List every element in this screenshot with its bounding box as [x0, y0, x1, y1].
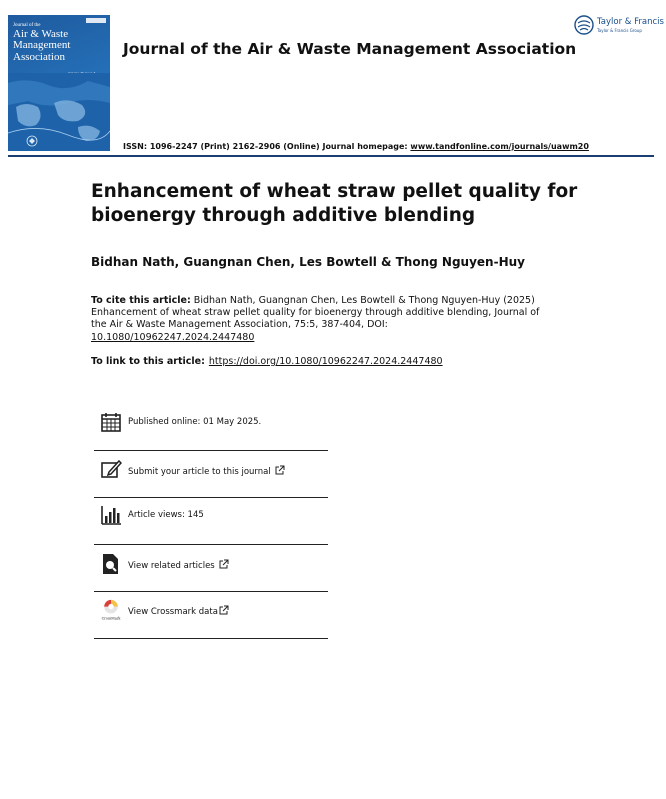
edit-icon — [100, 458, 122, 480]
submit-article-text: Submit your article to this journal — [128, 467, 271, 477]
article-views-item — [94, 499, 328, 545]
article-views-text: Article views: 145 — [128, 510, 204, 520]
journal-cover — [8, 15, 110, 151]
svg-text:CrossMark: CrossMark — [101, 616, 121, 621]
cover-title-line1: Air & Waste — [13, 28, 69, 41]
meta-divider — [94, 638, 328, 639]
cover-title-line3: Association — [13, 50, 65, 63]
article-authors: Bidhan Nath, Guangnan Chen, Les Bowtell & Thong Nguyen-Huy — [91, 255, 525, 269]
cover-title-line2: Management — [13, 39, 71, 52]
publisher-name: Taylor & Francis — [597, 17, 664, 27]
related-articles-text: View related articles — [128, 561, 215, 571]
submit-article-link[interactable] — [128, 465, 285, 477]
issn-text: ISSN: 1096-2247 (Print) 2162-2906 (Online) Journal homepage: — [123, 142, 411, 151]
external-link-icon — [219, 559, 229, 569]
publisher-logo[interactable] — [574, 15, 664, 37]
published-online-item — [94, 405, 328, 451]
citation-label: To cite this article: — [91, 295, 191, 306]
publisher-group: Taylor & Francis Group — [597, 28, 642, 33]
bar-chart-icon — [100, 504, 122, 526]
issn-line — [123, 142, 589, 151]
meta-divider — [94, 544, 328, 545]
cover-title-small: Journal of the — [13, 23, 41, 28]
crossmark-icon — [100, 599, 122, 621]
submit-article-item[interactable] — [94, 452, 328, 498]
crossmark-text: View Crossmark data — [128, 607, 218, 617]
meta-divider — [94, 591, 328, 592]
journal-homepage-link[interactable]: www.tandfonline.com/journals/uawm20 — [410, 142, 589, 151]
related-articles-link[interactable] — [128, 559, 229, 571]
publisher-logo-icon — [574, 15, 594, 35]
meta-divider — [94, 450, 328, 451]
citation-text: Bidhan Nath, Guangnan Chen, Les Bowtell & Thong Nguyen-Huy (2025) Enhancement of wheat straw pellet quality for bioenergy through additive blending, Journal of the Air & Waste Management Association, 75:5, 387-404, DOI: — [91, 295, 540, 331]
external-link-icon — [275, 465, 285, 475]
article-title: Enhancement of wheat straw pellet quality for bioenergy through additive blending — [91, 181, 578, 226]
calendar-icon — [100, 411, 122, 433]
cover-world-map — [8, 73, 110, 151]
related-articles-item[interactable] — [94, 546, 328, 592]
cover-title — [13, 23, 105, 63]
article-link-label: To link to this article: — [91, 356, 205, 367]
document-search-icon — [100, 553, 122, 575]
header-divider — [8, 155, 654, 157]
published-online-text: Published online: 01 May 2025. — [128, 417, 262, 427]
external-link-icon — [219, 605, 229, 615]
journal-name: Journal of the Air & Waste Management Association — [123, 40, 577, 58]
meta-divider — [94, 497, 328, 498]
crossmark-item[interactable] — [94, 593, 328, 639]
citation-block — [91, 295, 541, 344]
article-doi-url[interactable]: https://doi.org/10.1080/10962247.2024.2447480 — [208, 356, 443, 367]
article-link-line — [91, 356, 443, 367]
crossmark-link[interactable] — [128, 605, 229, 617]
citation-doi-link[interactable]: 10.1080/10962247.2024.2447480 — [91, 331, 255, 343]
